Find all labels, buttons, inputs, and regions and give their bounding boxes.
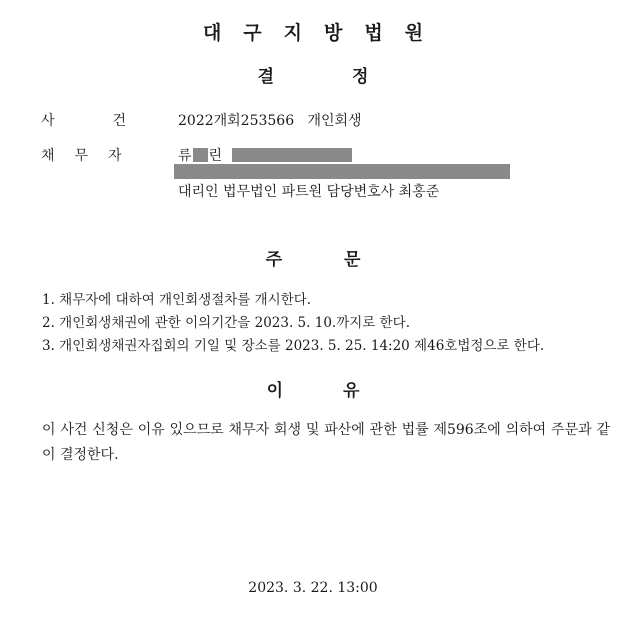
order-item: 2. 개인회생채권에 관한 이의기간을 2023. 5. 10.까지로 한다. <box>42 315 410 331</box>
case-number: 2022개회253566 개인회생 <box>178 113 362 129</box>
court-name: 대구지방법원 <box>202 22 446 44</box>
debtor-agent: 대리인 법무법인 파트원 담당변호사 최홍준 <box>178 184 440 200</box>
reason-text: 이 사건 신청은 이유 있으므로 채무자 회생 및 파산에 관한 법률 제596조에 의하여 주문과 같이 결정한다. <box>42 422 610 463</box>
debtor-name-last: 린 <box>208 148 223 164</box>
order-item: 3. 개인회생채권자집회의 기일 및 장소를 2023. 5. 25. 14:20 제46호법정으로 한다. <box>42 338 545 354</box>
debtor-name-first: 류 <box>178 148 192 164</box>
debtor-label: 채무자 <box>41 148 142 164</box>
document-title: 결정 <box>257 67 447 87</box>
reason-heading: 이유 <box>266 381 420 401</box>
address-redaction <box>174 164 510 179</box>
debtor-name <box>178 145 352 165</box>
order-heading: 주문 <box>265 250 423 270</box>
decision-date: 2023. 3. 22. 13:00 <box>248 580 378 596</box>
redaction-block <box>232 148 352 162</box>
redaction-block <box>193 148 208 162</box>
order-item: 1. 채무자에 대하여 개인회생절차를 개시한다. <box>42 292 312 308</box>
case-label: 사건 <box>41 113 185 129</box>
